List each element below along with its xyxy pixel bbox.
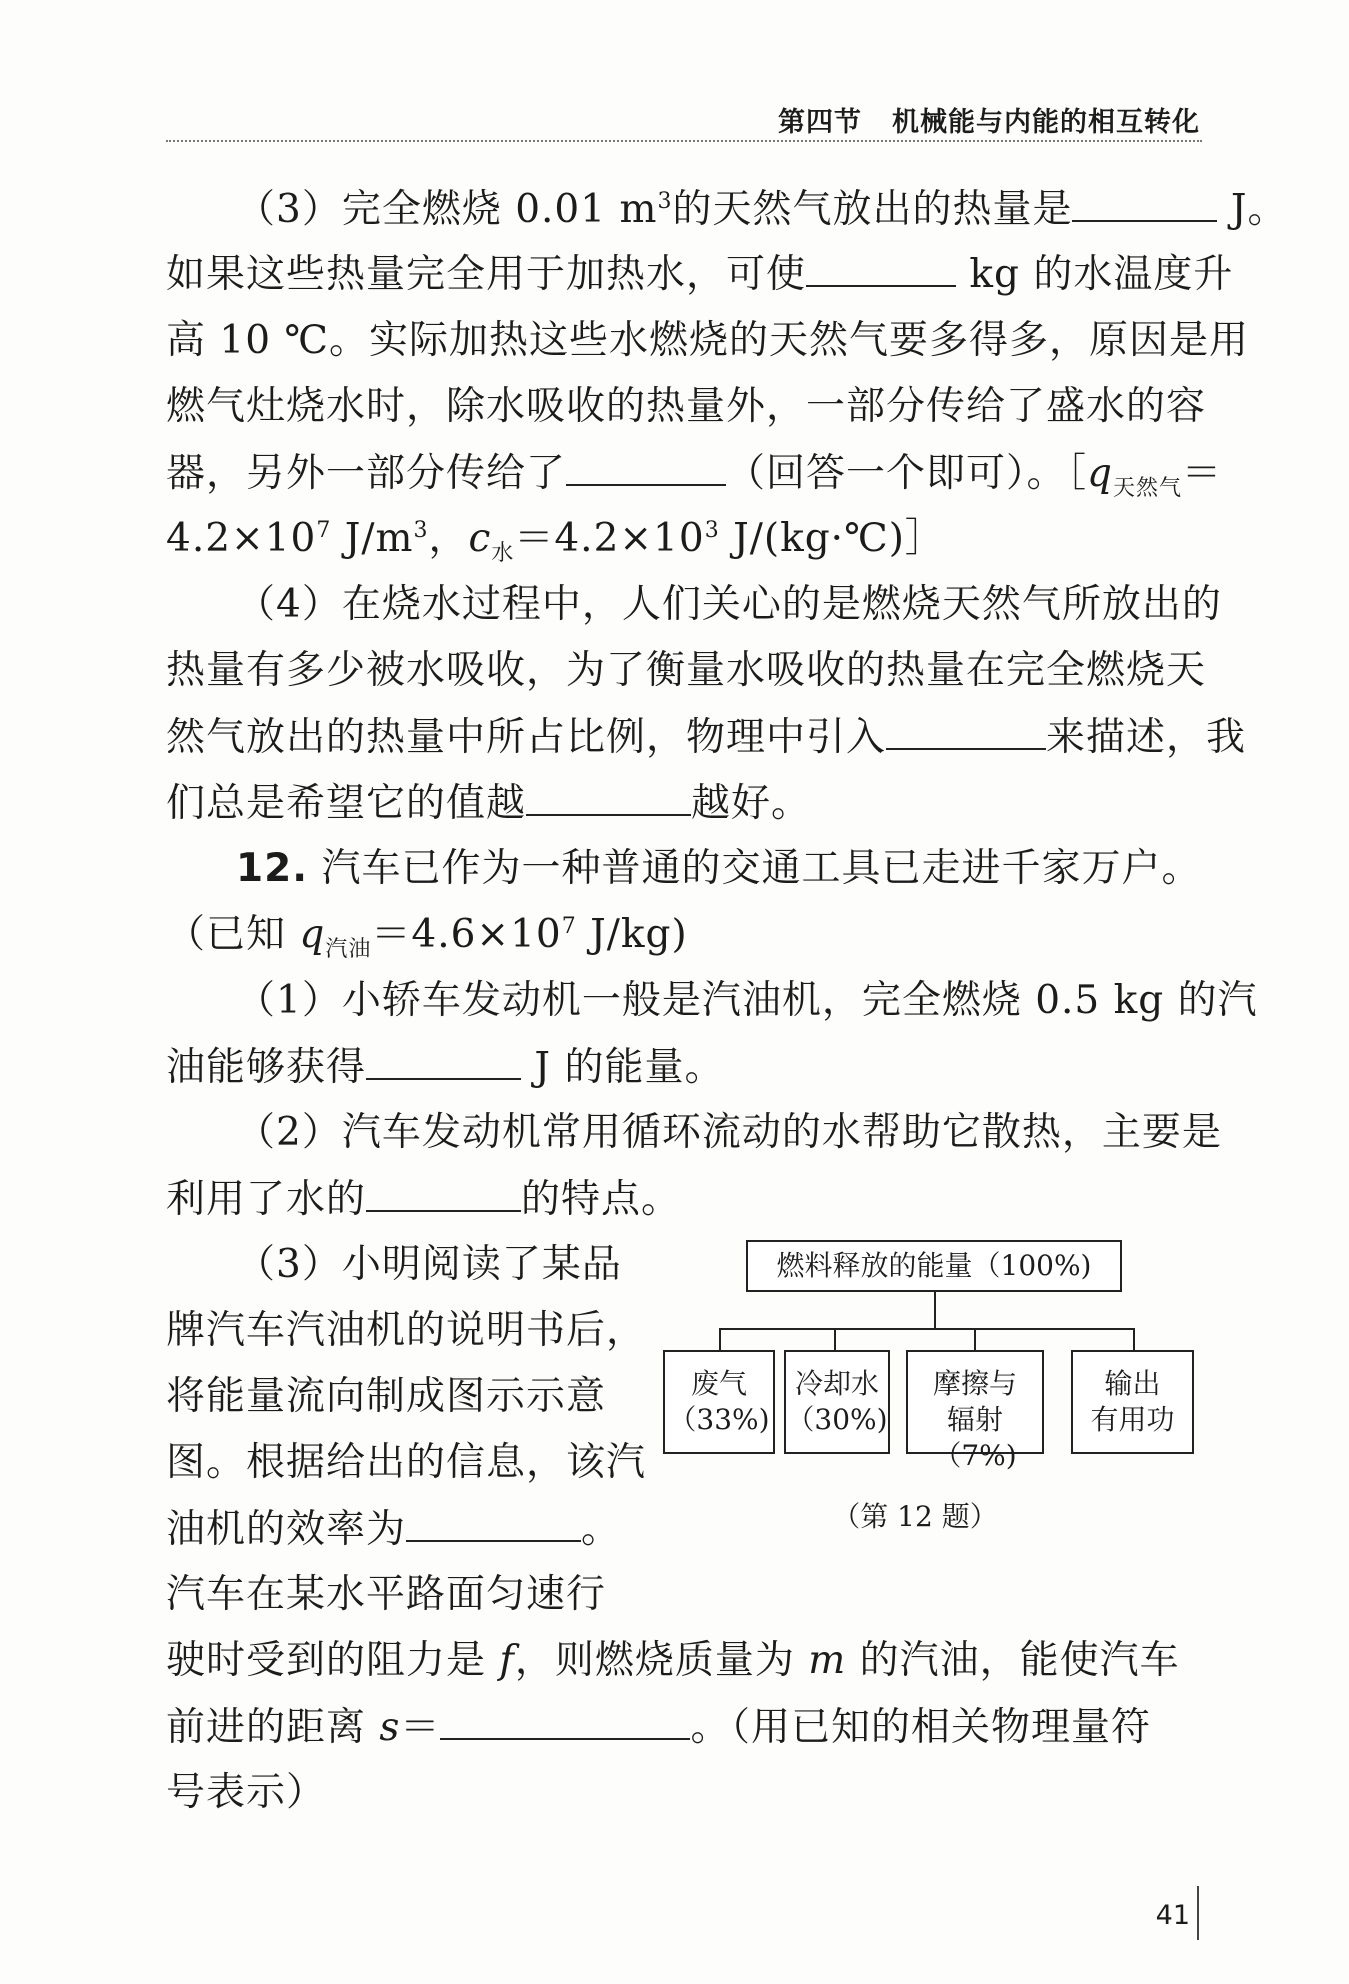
superscript: 3 xyxy=(704,518,720,543)
text: 油能够获得 xyxy=(166,1045,367,1090)
symbol: m xyxy=(808,1638,847,1683)
connector xyxy=(834,1328,836,1350)
subscript: 汽油 xyxy=(325,936,372,962)
answer-blank[interactable] xyxy=(566,450,726,486)
superscript: 3 xyxy=(657,189,673,214)
q4-line-3 xyxy=(166,714,1247,761)
text: ，则燃烧质量为 xyxy=(514,1638,809,1683)
page-edge-bar xyxy=(1197,1886,1199,1940)
connector xyxy=(719,1328,721,1350)
q12-part3-line-5 xyxy=(166,1506,646,1553)
figure-caption: （第 12 题） xyxy=(832,1500,998,1533)
symbol: c xyxy=(468,516,492,561)
superscript: 3 xyxy=(413,518,429,543)
q12-part2-line-1: （2）汽车发动机常用循环流动的水帮助它散热，主要是 xyxy=(236,1110,1222,1155)
text: 的特点。 xyxy=(521,1177,682,1222)
q12-part3-line-4: 图。根据给出的信息，该汽 xyxy=(166,1440,647,1485)
text: 的汽油，能使汽车 xyxy=(846,1638,1180,1683)
text: ＝4.2×10 xyxy=(514,516,705,561)
diagram-top-box: 燃料释放的能量（100%) xyxy=(746,1240,1122,1292)
box-label: 输出 xyxy=(1104,1367,1161,1400)
text: ， xyxy=(428,516,469,561)
text: 汽车已作为一种普通的交通工具已走进千家万户。 xyxy=(308,846,1202,891)
text: kg 的水温度升 xyxy=(969,252,1234,297)
text: J/m xyxy=(331,516,414,561)
connector xyxy=(934,1292,936,1328)
text: J/kg) xyxy=(576,912,688,957)
q3-line-6 xyxy=(166,516,1206,566)
answer-blank[interactable] xyxy=(366,1044,521,1080)
diagram-box-exhaust xyxy=(663,1350,775,1454)
text: 。（用已知的相关物理量符 xyxy=(690,1705,1151,1750)
q12-line-1 xyxy=(236,846,1206,892)
diagram-box-cooling xyxy=(784,1350,890,1454)
question-number: 12. xyxy=(236,846,309,891)
q12-part1-line-1: （1）小轿车发动机一般是汽油机，完全燃烧 0.5 kg 的汽 xyxy=(236,978,1258,1023)
text: （回答一个即可）。［ xyxy=(726,451,1088,496)
text: 的天然气放出的热量是 xyxy=(672,187,1073,232)
answer-blank[interactable] xyxy=(886,714,1046,750)
answer-blank[interactable] xyxy=(526,780,691,816)
q12-part3-line-6: 汽车在某水平路面匀速行 xyxy=(166,1572,607,1617)
box-value: 辐射（7%) xyxy=(933,1403,1017,1472)
text: ＝4.6×10 xyxy=(371,912,562,957)
answer-blank[interactable] xyxy=(806,251,956,287)
text: 越好。 xyxy=(691,781,812,826)
q3-line-4: 燃气灶烧水时，除水吸收的热量外，一部分传给了盛水的容 xyxy=(166,384,1207,429)
text: 驶时受到的阻力是 xyxy=(166,1638,500,1683)
text: J/(kg·℃)］ xyxy=(719,516,945,561)
text: 如果这些热量完全用于加热水，可使 xyxy=(166,252,807,297)
connector xyxy=(719,1328,1133,1330)
q4-line-4 xyxy=(166,780,1206,827)
answer-blank[interactable] xyxy=(1072,186,1217,222)
superscript: 7 xyxy=(561,914,577,939)
diagram-box-output xyxy=(1071,1350,1194,1454)
header-dotted-rule xyxy=(166,140,1202,142)
q3-line-5 xyxy=(166,450,1223,501)
text: 来描述，我 xyxy=(1046,715,1247,760)
text: 油机的效率为 xyxy=(166,1507,407,1552)
text: （3）完全燃烧 0.01 m xyxy=(236,187,658,232)
box-value: 有用功 xyxy=(1090,1403,1175,1436)
symbol: q xyxy=(299,912,326,957)
symbol: f xyxy=(499,1638,515,1683)
box-label: 废气 xyxy=(690,1367,747,1400)
connector xyxy=(1133,1328,1135,1350)
section-number: 第四节 xyxy=(778,107,862,138)
symbol: q xyxy=(1087,451,1113,496)
q12-part3-line-8 xyxy=(166,1704,1206,1751)
q12-part1-line-2 xyxy=(166,1044,1206,1091)
q12-part3-line-9: 号表示） xyxy=(166,1770,327,1815)
q12-part3-line-1: （3）小明阅读了某品 xyxy=(236,1242,622,1287)
text: 4.2×10 xyxy=(166,516,317,561)
q12-line-2 xyxy=(166,912,1206,962)
box-value: （33%) xyxy=(668,1403,770,1436)
text: （已知 xyxy=(166,912,300,957)
running-header xyxy=(740,100,1200,139)
q12-part2-line-2 xyxy=(166,1176,1206,1223)
text: ＝ xyxy=(400,1705,441,1750)
symbol: s xyxy=(379,1705,401,1750)
answer-blank[interactable] xyxy=(406,1506,581,1542)
box-label: 冷却水 xyxy=(794,1367,879,1400)
answer-blank[interactable] xyxy=(440,1704,690,1740)
subscript: 水 xyxy=(491,540,515,566)
page-number: 41 xyxy=(1155,1900,1190,1931)
q12-part3-line-3: 将能量流向制成图示示意 xyxy=(166,1374,607,1419)
text: J。 xyxy=(1230,187,1288,232)
q12-part3-line-7 xyxy=(166,1638,1206,1684)
q4-line-2: 热量有多少被水吸收，为了衡量水吸收的热量在完全燃烧天 xyxy=(166,648,1207,693)
text: ＝ xyxy=(1182,451,1223,496)
q4-line-1: （4）在烧水过程中，人们关心的是燃烧天然气所放出的 xyxy=(236,582,1222,627)
q3-line-3: 高 10 ℃。实际加热这些水燃烧的天然气要多得多，原因是用 xyxy=(166,318,1250,363)
box-label: 摩擦与 xyxy=(932,1367,1017,1400)
text: 前进的距离 xyxy=(166,1705,380,1750)
q3-line-1 xyxy=(236,186,1288,233)
diagram-box-friction xyxy=(906,1350,1044,1472)
subscript: 天然气 xyxy=(1113,475,1183,501)
connector xyxy=(974,1328,976,1350)
q12-part3-line-2: 牌汽车汽油机的说明书后， xyxy=(166,1308,647,1353)
q3-line-2 xyxy=(166,251,1234,298)
text: 。 xyxy=(581,1507,622,1552)
text: J 的能量。 xyxy=(534,1045,725,1090)
answer-blank[interactable] xyxy=(366,1176,521,1212)
section-title: 机械能与内能的相互转化 xyxy=(892,107,1200,138)
text: 器，另外一部分传给了 xyxy=(166,451,567,496)
text: 们总是希望它的值越 xyxy=(166,781,527,826)
superscript: 7 xyxy=(316,518,332,543)
text: 然气放出的热量中所占比例，物理中引入 xyxy=(166,715,887,760)
box-value: （30%) xyxy=(786,1403,888,1436)
text: 利用了水的 xyxy=(166,1177,367,1222)
